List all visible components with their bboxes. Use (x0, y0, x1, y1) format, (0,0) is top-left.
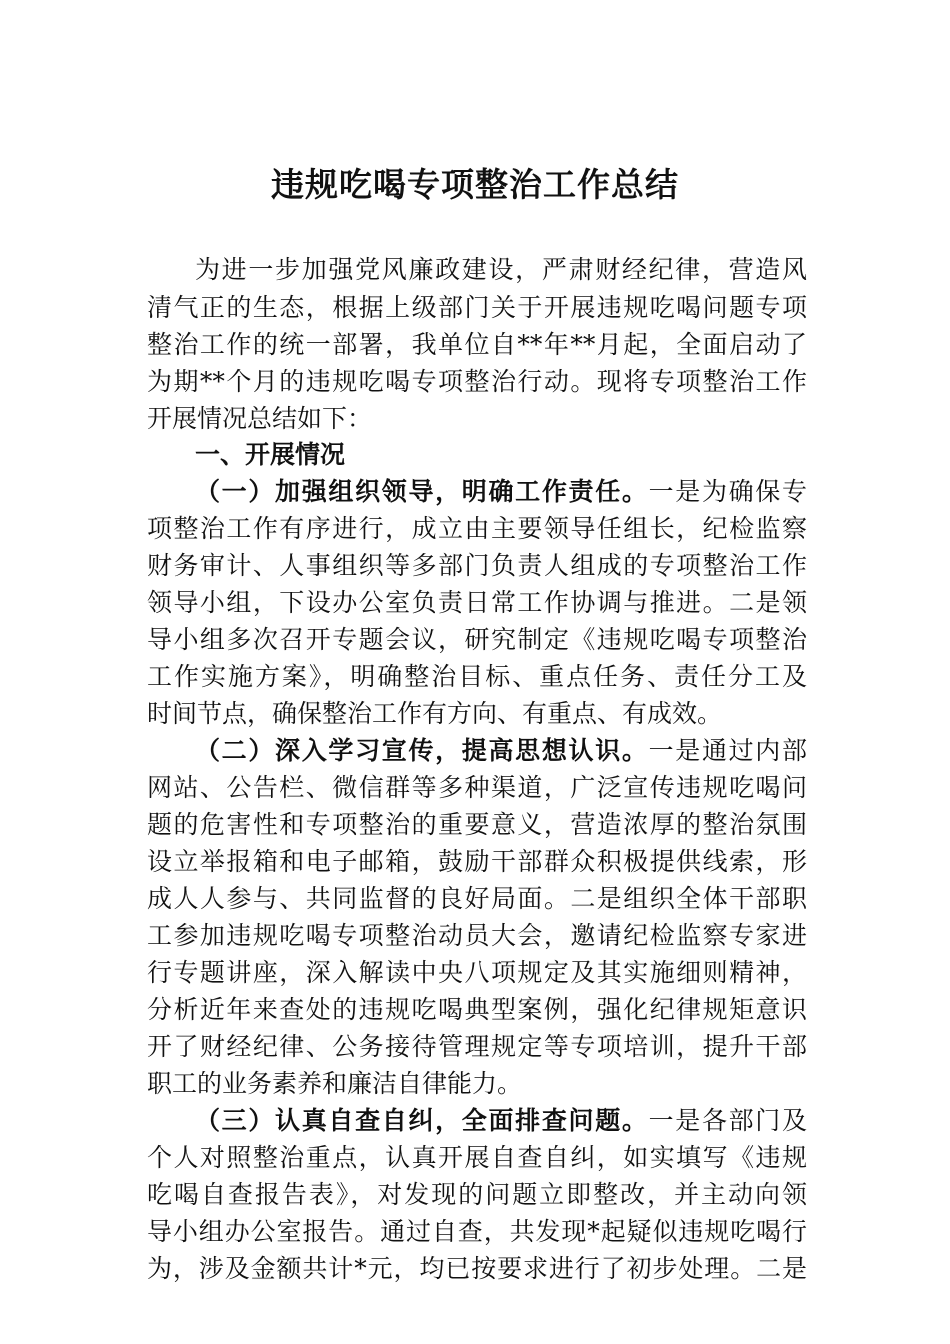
paragraph-line: 工参加违规吃喝专项整治动员大会，邀请纪检监察专家进 (147, 921, 807, 950)
paragraph-line: 开展情况总结如下： (147, 404, 373, 433)
subsection-line (195, 733, 807, 769)
paragraph-line: 领导小组，下设办公室负责日常工作协调与推进。二是领 (147, 588, 807, 617)
document-title: 违规吃喝专项整治工作总结 (271, 165, 679, 204)
paragraph-line: 开了财经纪律、公务接待管理规定等专项培训，提升干部 (147, 1032, 807, 1061)
paragraph-line: 清气正的生态，根据上级部门关于开展违规吃喝问题专项 (147, 293, 807, 322)
paragraph-line: 时间节点，确保整治工作有方向、有重点、有成效。 (147, 699, 723, 728)
paragraph-line: 为期**个月的违规吃喝专项整治行动。现将专项整治工作 (147, 367, 807, 396)
subsection-line (195, 1103, 807, 1139)
paragraph-text: 一是通过内部 (648, 736, 807, 765)
paragraph-line: 为，涉及金额共计*元，均已按要求进行了初步处理。二是 (147, 1254, 807, 1283)
paragraph-line: 为进一步加强党风廉政建设，严肃财经纪律，营造风 (195, 255, 807, 284)
paragraph-text: 一是各部门及 (648, 1106, 807, 1135)
subsection-line (195, 474, 807, 510)
paragraph-line: 财务审计、人事组织等多部门负责人组成的专项整治工作 (147, 551, 807, 580)
paragraph-line: 个人对照整治重点，认真开展自查自纠，如实填写《违规 (147, 1143, 807, 1172)
paragraph-line: 导小组办公室报告。通过自查，共发现*起疑似违规吃喝行 (147, 1217, 807, 1246)
paragraph-line: 吃喝自查报告表》，对发现的问题立即整改，并主动向领 (147, 1180, 807, 1209)
subsection-heading: （二）深入学习宣传，提高思想认识。 (195, 736, 649, 765)
paragraph-line: 行专题讲座，深入解读中央八项规定及其实施细则精神， (147, 958, 807, 987)
paragraph-text: 一是为确保专 (648, 477, 807, 506)
paragraph-line: 职工的业务素养和廉洁自律能力。 (147, 1069, 523, 1098)
paragraph-line: 导小组多次召开专题会议，研究制定《违规吃喝专项整治 (147, 625, 807, 654)
paragraph-line: 设立举报箱和电子邮箱，鼓励干部群众积极提供线索，形 (147, 847, 807, 876)
subsection-heading: （一）加强组织领导，明确工作责任。 (195, 477, 649, 506)
paragraph-line: 成人人参与、共同监督的良好局面。二是组织全体干部职 (147, 884, 807, 913)
paragraph-line: 项整治工作有序进行，成立由主要领导任组长，纪检监察 (147, 514, 807, 543)
paragraph-line: 题的危害性和专项整治的重要意义，营造浓厚的整治氛围 (147, 810, 807, 839)
paragraph-line: 网站、公告栏、微信群等多种渠道，广泛宣传违规吃喝问 (147, 773, 807, 802)
paragraph-line: 工作实施方案》，明确整治目标、重点任务、责任分工及 (147, 662, 807, 691)
paragraph-line: 整治工作的统一部署，我单位自**年**月起，全面启动了 (147, 330, 807, 359)
paragraph-line: 分析近年来查处的违规吃喝典型案例，强化纪律规矩意识 (147, 995, 807, 1024)
section-heading: 一、开展情况 (195, 440, 346, 469)
subsection-heading: （三）认真自查自纠，全面排查问题。 (195, 1106, 649, 1135)
